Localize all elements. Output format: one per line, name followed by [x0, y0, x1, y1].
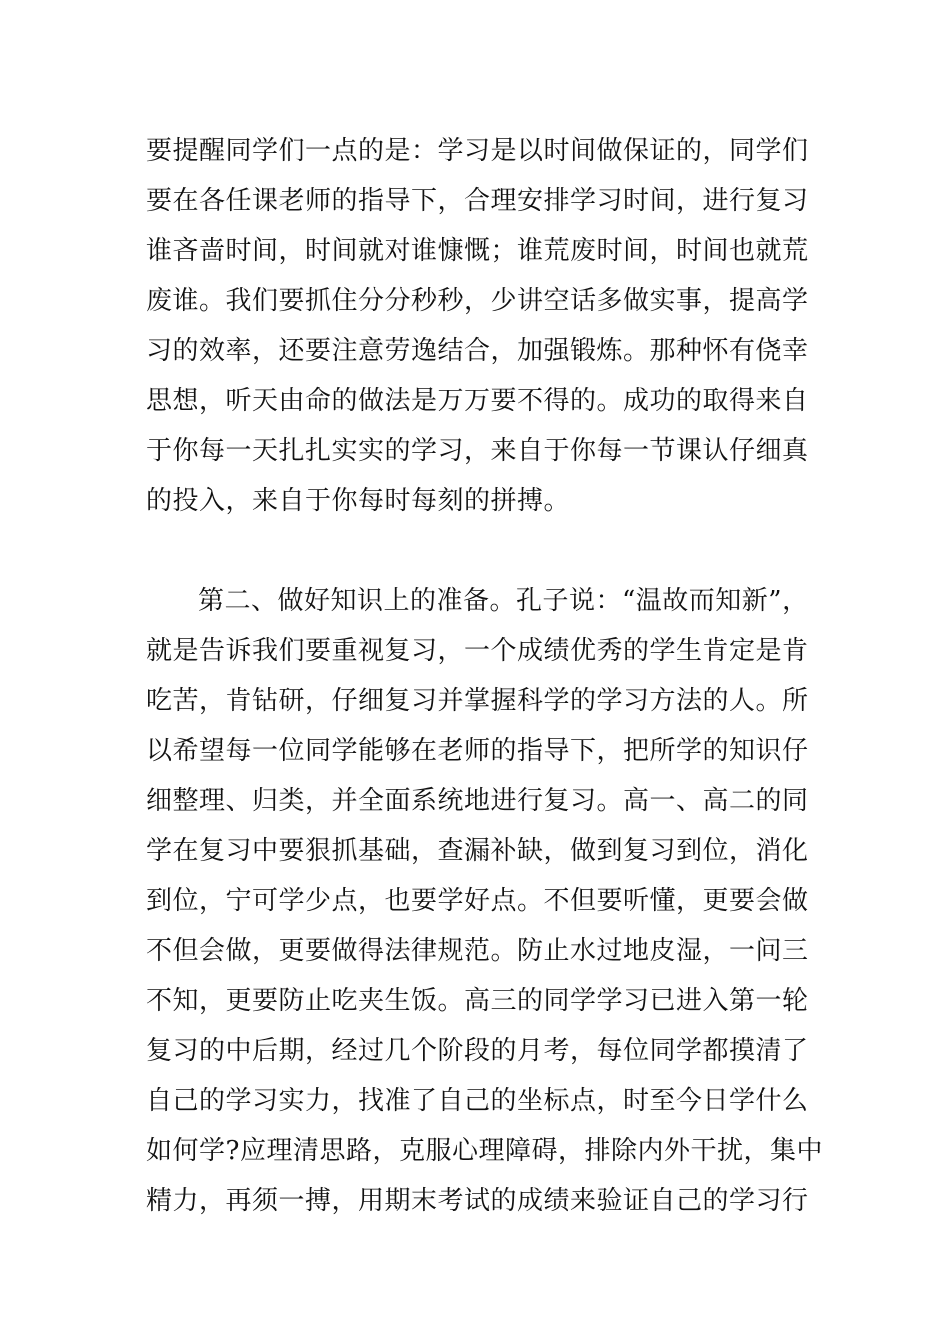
text-line: 思想，听天由命的做法是万万要不得的。成功的取得来自 [146, 386, 809, 416]
text-line: 如何学?应理清思路，克服心理障碍，排除内外干扰，集中 [146, 1136, 823, 1166]
text-line: 复习的中后期，经过几个阶段的月考，每位同学都摸清了 [146, 1036, 809, 1066]
text-line: 的投入，来自于你每时每刻的拼搏。 [146, 486, 571, 516]
text-line: 细整理、归类，并全面系统地进行复习。高一、高二的同 [146, 786, 809, 816]
text-line: 要提醒同学们一点的是：学习是以时间做保证的，同学们 [146, 136, 809, 166]
text-line: 精力，再须一搏，用期末考试的成绩来验证自己的学习行 [146, 1186, 809, 1216]
text-line: 学在复习中要狠抓基础，查漏补缺，做到复习到位，消化 [146, 836, 809, 866]
text-line: 不知，更要防止吃夹生饭。高三的同学学习已进入第一轮 [146, 986, 809, 1016]
text-line: 自己的学习实力，找准了自己的坐标点，时至今日学什么 [146, 1086, 809, 1116]
text-line: 不但会做，更要做得法律规范。防止水过地皮湿，一问三 [146, 936, 809, 966]
text-line: 吃苦，肯钻研，仔细复习并掌握科学的学习方法的人。所 [146, 686, 809, 716]
text-line: 到位，宁可学少点，也要学好点。不但要听懂，更要会做 [146, 886, 809, 916]
text-line: 习的效率，还要注意劳逸结合，加强锻炼。那种怀有侥幸 [146, 336, 809, 366]
text-line: 要在各任课老师的指导下，合理安排学习时间，进行复习 [146, 186, 809, 216]
text-line: 废谁。我们要抓住分分秒秒，少讲空话多做实事，提高学 [146, 286, 809, 316]
text-line: 就是告诉我们要重视复习，一个成绩优秀的学生肯定是肯 [146, 636, 809, 666]
text-line: 第二、做好知识上的准备。孔子说：“温故而知新”， [198, 586, 809, 616]
text-line: 谁吝啬时间，时间就对谁慷慨；谁荒废时间，时间也就荒 [146, 236, 809, 266]
text-line: 以希望每一位同学能够在老师的指导下，把所学的知识仔 [146, 736, 809, 766]
text-line: 于你每一天扎扎实实的学习，来自于你每一节课认仔细真 [146, 436, 809, 466]
